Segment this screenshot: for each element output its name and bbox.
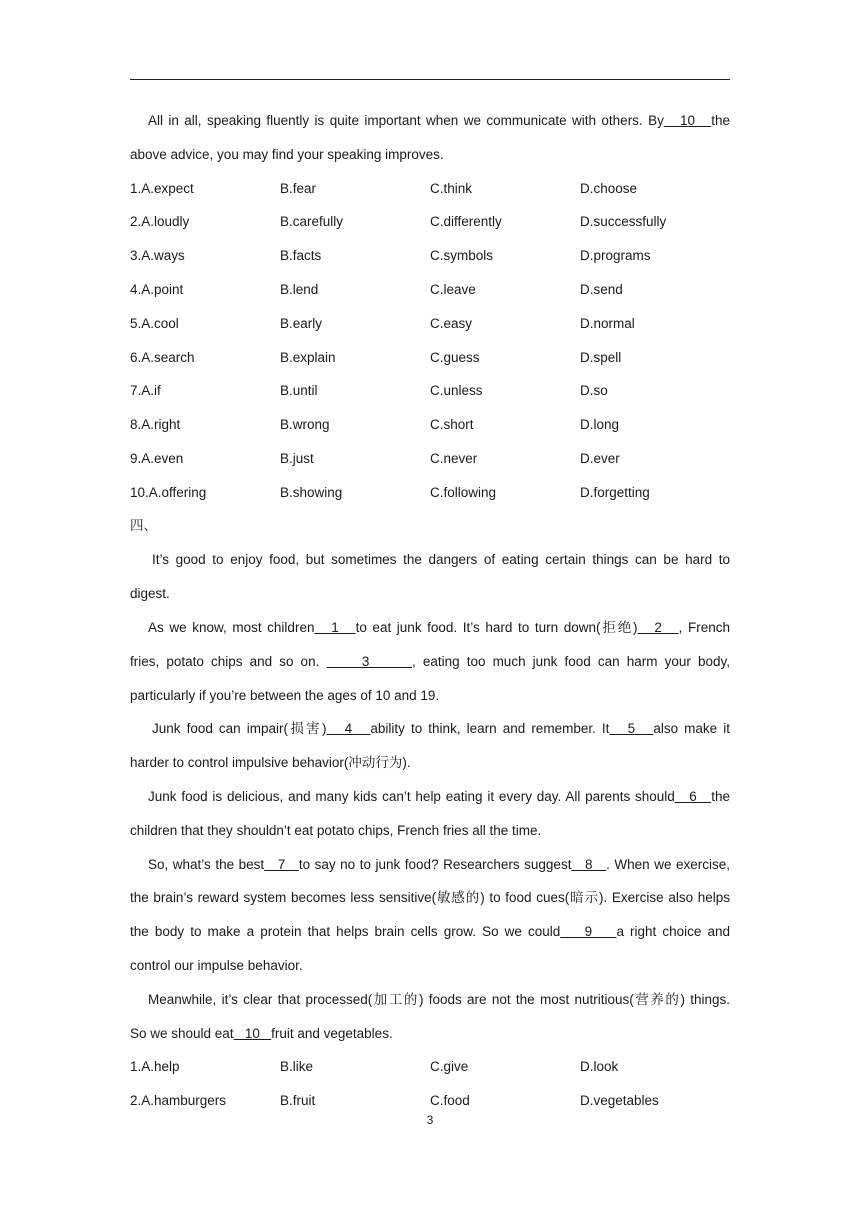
option-a: 3.A.ways — [130, 248, 185, 264]
option-d: D.look — [580, 1059, 619, 1075]
option-b: B.like — [280, 1059, 314, 1075]
p5-line-1 — [130, 848, 730, 882]
p4-line-2: children that they shouldn’t eat potato chips, French fries all the time. — [130, 822, 542, 838]
text: , French — [678, 619, 731, 635]
option-d: D.so — [580, 383, 608, 399]
text: the brain’s reward system becomes less sensitive( — [130, 890, 437, 906]
option-row — [130, 239, 730, 273]
text: fruit and vegetables. — [271, 1025, 393, 1041]
option-b: B.just — [280, 450, 314, 466]
text: the — [711, 113, 730, 128]
page-number: 3 — [426, 1113, 434, 1127]
p1-line-1: It’s good to enjoy food, but sometimes the dangers of eating certain things can be hard to — [152, 552, 730, 568]
option-b: B.carefully — [280, 214, 344, 230]
option-d: D.send — [580, 281, 623, 297]
text: to say no to junk food? Researchers suggest — [298, 856, 572, 872]
option-row — [130, 442, 730, 476]
p2-line-3: particularly if you’re between the ages of 10 and 19. — [130, 687, 440, 703]
option-d: D.spell — [580, 349, 622, 365]
option-a: 2.A.hamburgers — [130, 1093, 227, 1109]
blank-6: 6 — [674, 788, 712, 804]
option-row — [130, 172, 730, 206]
text: fries, potato chips and so on. — [130, 653, 320, 669]
option-c: C.unless — [430, 383, 483, 399]
option-b: B.fruit — [280, 1093, 316, 1109]
text: the — [711, 788, 730, 804]
text: the body to make a protein that helps brain cells grow. So we could — [130, 924, 561, 940]
option-a: 10.A.offering — [130, 484, 207, 500]
blank-9: 9 — [560, 924, 617, 940]
cjk-gloss: 损害 — [288, 721, 322, 738]
text: harder to control impulsive behavior( — [130, 755, 349, 771]
text: to eat junk food. It’s hard to turn down( — [355, 619, 601, 635]
option-row — [130, 205, 730, 239]
option-a: 4.A.point — [130, 281, 184, 297]
p5-line-3 — [130, 915, 730, 949]
option-a: 2.A.loudly — [130, 214, 190, 230]
option-a: 5.A.cool — [130, 315, 179, 331]
cjk-gloss: 冲动行为 — [348, 755, 403, 772]
p3-line-1 — [130, 712, 730, 746]
cjk-gloss: 暗示 — [569, 890, 599, 907]
blank-2: 2 — [637, 619, 679, 635]
blank-10: 10 — [663, 113, 712, 128]
option-d: D.ever — [580, 450, 620, 466]
text: also make it — [653, 721, 730, 737]
cjk-gloss: 拒绝 — [600, 619, 634, 636]
intro-line-1 — [130, 104, 730, 138]
option-c: C.guess — [430, 349, 480, 365]
option-b: B.wrong — [280, 417, 330, 433]
header-rule — [130, 79, 730, 80]
text: So, what’s the best — [148, 856, 265, 872]
text: ) to food cues( — [480, 890, 570, 906]
option-c: C.easy — [430, 315, 473, 331]
cjk-gloss: 加工的 — [372, 991, 419, 1008]
option-row — [130, 1050, 730, 1084]
option-d: D.choose — [580, 180, 638, 196]
p2-line-1 — [130, 611, 730, 645]
blank-3: 3 — [326, 653, 412, 669]
blank-1: 1 — [314, 619, 356, 635]
p3-line-2 — [130, 746, 730, 780]
option-b: B.lend — [280, 281, 319, 297]
text: a right choice and — [616, 924, 730, 940]
blank-7: 7 — [264, 856, 299, 872]
option-c: C.never — [430, 450, 478, 466]
option-row — [130, 374, 730, 408]
option-d: D.vegetables — [580, 1093, 659, 1109]
blank-4: 4 — [326, 721, 371, 737]
cjk-gloss: 营养的 — [633, 991, 681, 1008]
text: Junk food can impair( — [152, 721, 289, 737]
p2-line-2 — [130, 645, 730, 679]
option-row — [130, 408, 730, 442]
text: So we should eat — [130, 1025, 234, 1041]
p5-line-2 — [130, 881, 730, 915]
option-c: C.symbols — [430, 248, 494, 264]
option-a: 9.A.even — [130, 450, 184, 466]
text: ). Exercise also helps — [598, 890, 731, 906]
text: Junk food is delicious, and many kids can’t help eating it every day. All parents should — [148, 788, 675, 804]
option-d: D.normal — [580, 315, 635, 331]
option-a: 1.A.expect — [130, 180, 194, 196]
option-d: D.forgetting — [580, 484, 650, 500]
options-list-2 — [130, 1050, 730, 1118]
option-c: C.leave — [430, 281, 476, 297]
option-b: B.facts — [280, 248, 322, 264]
blank-10: 10 — [233, 1025, 272, 1041]
page-content — [130, 104, 730, 1118]
option-b: B.fear — [280, 180, 317, 196]
option-c: C.food — [430, 1093, 470, 1109]
cjk-gloss: 敏感的 — [436, 890, 481, 907]
section-heading: 四、 — [130, 517, 157, 534]
option-d: D.successfully — [580, 214, 667, 230]
option-d: D.long — [580, 417, 620, 433]
text: Meanwhile, it’s clear that processed( — [148, 991, 373, 1007]
text: ability to think, learn and remember. It — [370, 721, 610, 737]
option-b: B.explain — [280, 349, 336, 365]
text: ) — [321, 721, 327, 737]
option-row — [130, 307, 730, 341]
text: , eating too much junk food can harm your body, — [411, 653, 730, 669]
option-d: D.programs — [580, 248, 651, 264]
option-b: B.until — [280, 383, 318, 399]
text: As we know, most children — [148, 619, 315, 635]
option-c: C.short — [430, 417, 474, 433]
p6-line-2 — [130, 1017, 730, 1051]
text: ). — [402, 755, 411, 771]
option-a: 6.A.search — [130, 349, 195, 365]
options-list-1 — [130, 172, 730, 510]
option-b: B.showing — [280, 484, 343, 500]
p5-line-4: control our impulse behavior. — [130, 957, 303, 973]
text: ) foods are not the most nutritious( — [418, 991, 634, 1007]
option-c: C.following — [430, 484, 497, 500]
text: ) — [633, 619, 638, 635]
p1-line-2: digest. — [130, 586, 170, 602]
option-c: C.think — [430, 180, 473, 196]
option-a: 8.A.right — [130, 417, 181, 433]
option-c: C.differently — [430, 214, 502, 230]
text: All in all, speaking fluently is quite important when we communicate with others. By — [148, 113, 664, 128]
option-a: 1.A.help — [130, 1059, 180, 1075]
option-row — [130, 341, 730, 375]
text: . When we exercise, — [606, 856, 731, 872]
text: ) things. — [680, 991, 731, 1007]
option-row — [130, 273, 730, 307]
option-b: B.early — [280, 315, 323, 331]
blank-8: 8 — [571, 856, 607, 872]
option-c: C.give — [430, 1059, 469, 1075]
blank-5: 5 — [609, 721, 654, 737]
p4-line-1 — [130, 780, 730, 814]
option-row — [130, 476, 730, 510]
intro-line-2: above advice, you may find your speaking improves. — [130, 146, 444, 162]
p6-line-1 — [130, 983, 730, 1017]
option-a: 7.A.if — [130, 383, 161, 399]
